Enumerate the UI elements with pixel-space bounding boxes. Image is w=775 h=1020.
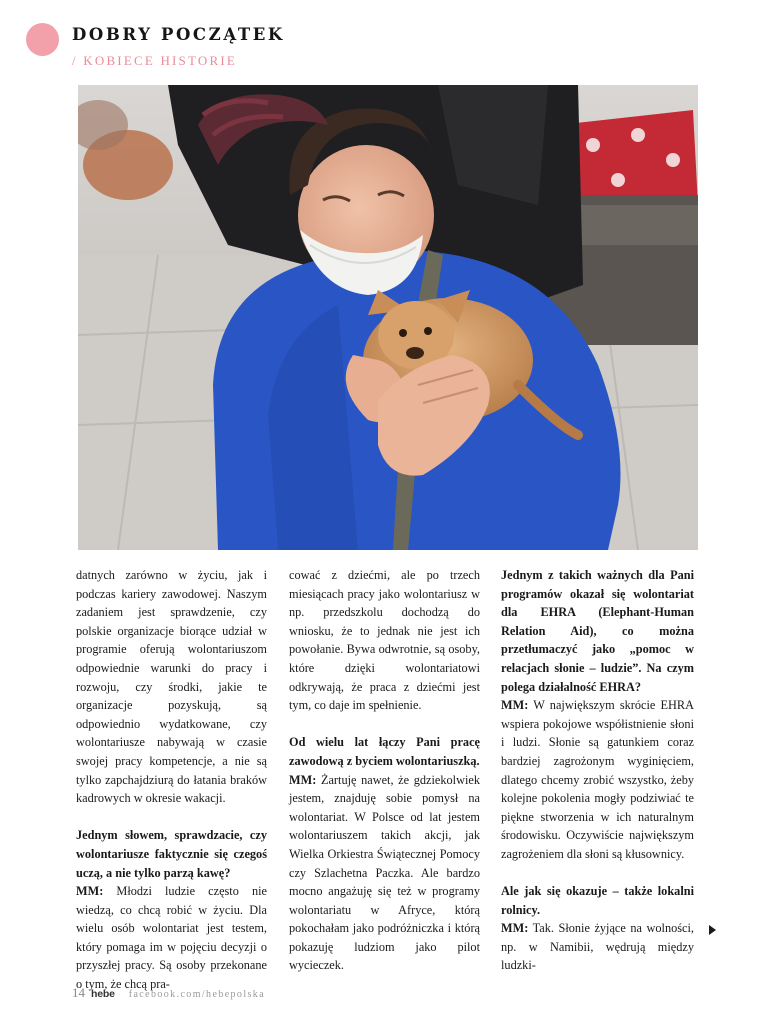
interview-question: Jednym z takich ważnych dla Pani programów okazał się wolontariat dla EHRA (Elephant-Human Relation Aid), co można przetłumaczyć jako „pomoc w relacjach słonie – ludzie”. Na czym polega działalność EHRA? <box>501 568 694 694</box>
answer-text: Młodzi ludzie często nie wiedzą, co chcą robić w życiu. Dla wielu osób wolontariat jest testem, który pomaga im w pojęciu decyzji o przyszłej pracy. Są osoby przekonane o tym, że chcą pra- <box>76 884 267 992</box>
article-column-2 <box>289 566 480 975</box>
article-column-3 <box>501 566 694 975</box>
page-footer <box>72 985 265 1001</box>
interview-answer <box>501 919 694 975</box>
interview-question: Od wielu lat łączy Pani pracę zawodową z byciem wolontariuszką. <box>289 735 480 768</box>
answer-text: Tak. Słonie żyjące na wolności, np. w Namibii, wędrują między ludzki- <box>501 921 694 973</box>
section-subtitle: / KOBIECE HISTORIE <box>72 53 238 68</box>
speaker-label: MM: <box>501 921 529 936</box>
facebook-link[interactable]: facebook.com/hebepolska <box>128 989 266 1000</box>
article-photo <box>78 85 698 550</box>
answer-text: W największym skrócie EHRA wspiera pokojowe współistnienie słoni i ludzi. Słonie są gatunkiem coraz bardziej zagrożonym wyginięciem, dlatego chcemy zrobić wszystko, żeby kolejne pokolenia mogły podziwiać te piękne stworzenia w ich naturalnym środowisku. Oczywiście największym zagrożeniem dla słoni są kłusownicy. <box>501 698 694 861</box>
section-dot <box>26 23 59 56</box>
speaker-label: MM: <box>76 884 104 899</box>
section-title: DOBRY POCZĄTEK <box>72 25 285 44</box>
interview-question: Jednym słowem, sprawdzacie, czy wolontariusze faktycznie się czegoś uczą, a nie tylko parzą kawę? <box>76 828 267 880</box>
interview-answer <box>76 882 267 994</box>
answer-text: Żartuję nawet, że gdziekolwiek jestem, znajduję sobie pomysł na wolontariat. W Polsce od lat jestem wolontariuszem takich akcji, jak Wielka Orkiestra Świątecznej Pomocy czy Szlachetna Paczka. Ale bardzo mocno angażuję się też w programy wolontariatu w Afryce, którą pokochałam jako podróżniczka i którą pokazuję ludziom jako pilot wycieczek. <box>289 772 480 973</box>
interview-answer <box>501 696 694 863</box>
paragraph: cować z dziećmi, ale po trzech miesiącach pracy jako wolontariusz w np. przedszkolu dochodzą do wniosku, że to jednak nie jest ich powołanie. Bywa odwrotnie, są osoby, które dzięki wolontariatowi odkrywają, że praca z dziećmi jest tym, co daje im spełnienie. <box>289 568 480 713</box>
paragraph: datnych zarówno w życiu, jak i podczas kariery zawodowej. Naszym zadaniem jest sprawdzenie, czy polskie organizacje biorące udział w programie oferują wolontariuszom odpowiednie warunki do pracy i rozwoju, czy środki, jakie te organizacje pozyskują, są odpowiednio wydatkowane, czy wolontariusze nabywają w czasie swojej pracy kompetencje, a nie są tylko zapchajdziurą do łatania braków kadrowych w okresie wakacji. <box>76 568 267 806</box>
page-number: 14 <box>72 985 85 1000</box>
speaker-label: MM: <box>501 698 529 713</box>
article-column-1 <box>76 566 267 994</box>
speaker-label: MM: <box>289 772 317 787</box>
interview-answer <box>289 771 480 976</box>
interview-question: Ale jak się okazuje – także lokalni rolnicy. <box>501 884 694 917</box>
brand-logo: hebe <box>91 988 115 1000</box>
continue-arrow-icon <box>709 925 716 935</box>
